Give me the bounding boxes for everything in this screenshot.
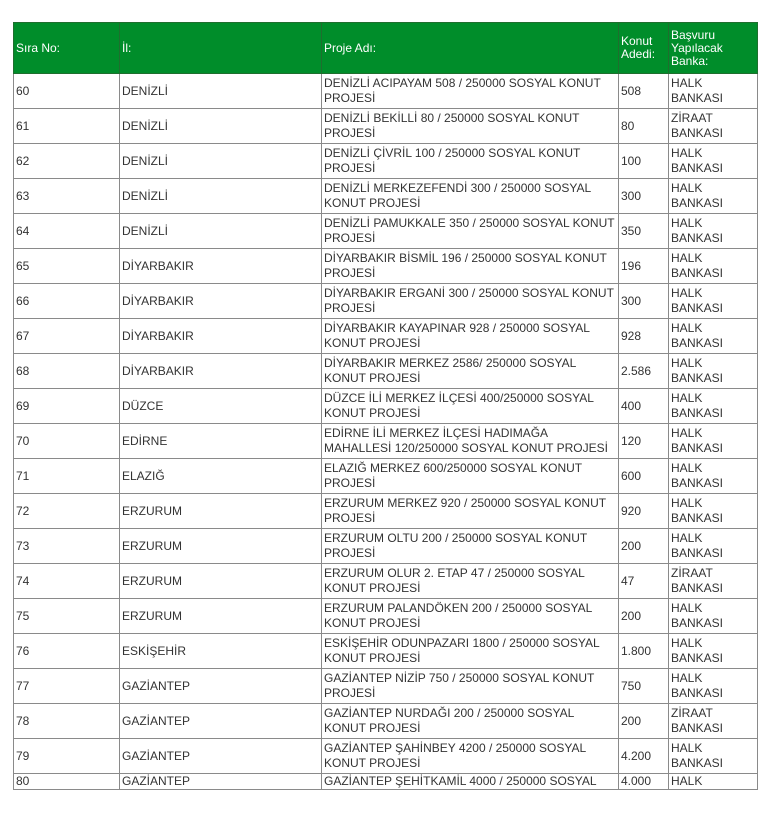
table-row: [14, 354, 758, 389]
cell-konut-adedi: 80: [619, 109, 669, 144]
table-row: [14, 249, 758, 284]
cell-il: ERZURUM: [120, 599, 322, 634]
cell-konut-adedi: 100: [619, 144, 669, 179]
cell-basvuru-banka: HALK BANKASI: [669, 669, 758, 704]
table-row: [14, 599, 758, 634]
cell-basvuru-banka: [669, 774, 758, 790]
cell-basvuru-banka: HALK BANKASI: [669, 634, 758, 669]
cell-sira-no: 75: [14, 599, 120, 634]
cell-sira-no: 71: [14, 459, 120, 494]
cell-proje-adi: DENİZLİ MERKEZEFENDİ 300 / 250000 SOSYAL KONUT PROJESİ: [322, 179, 619, 214]
cell-basvuru-banka: HALK BANKASI: [669, 599, 758, 634]
cell-proje-adi: DENİZLİ ACIPAYAM 508 / 250000 SOSYAL KONUT PROJESİ: [322, 74, 619, 109]
cell-konut-adedi-text: 4.000: [621, 774, 652, 788]
cell-proje-adi: DİYARBAKIR BİSMİL 196 / 250000 SOSYAL KONUT PROJESİ: [322, 249, 619, 284]
cell-il: DİYARBAKIR: [120, 284, 322, 319]
table-row: [14, 564, 758, 599]
cell-sira-no: 66: [14, 284, 120, 319]
cell-konut-adedi: 928: [619, 319, 669, 354]
cell-basvuru-banka: HALK BANKASI: [669, 319, 758, 354]
cell-basvuru-banka: HALK BANKASI: [669, 529, 758, 564]
cell-il-text: GAZİANTEP: [122, 774, 191, 788]
table-row: [14, 634, 758, 669]
cell-proje-adi: GAZİANTEP NURDAĞI 200 / 250000 SOSYAL KONUT PROJESİ: [322, 704, 619, 739]
cell-il: DİYARBAKIR: [120, 249, 322, 284]
cell-il: ERZURUM: [120, 529, 322, 564]
cell-proje-adi: ESKİŞEHİR ODUNPAZARI 1800 / 250000 SOSYAL KONUT PROJESİ: [322, 634, 619, 669]
cell-proje-adi: ERZURUM OLUR 2. ETAP 47 / 250000 SOSYAL KONUT PROJESİ: [322, 564, 619, 599]
cell-basvuru-banka: ZİRAAT BANKASI: [669, 109, 758, 144]
cell-sira-no: [14, 774, 120, 790]
table-row: [14, 109, 758, 144]
cell-basvuru-banka: HALK BANKASI: [669, 389, 758, 424]
cell-proje-adi: DİYARBAKIR KAYAPINAR 928 / 250000 SOSYAL KONUT PROJESİ: [322, 319, 619, 354]
cell-sira-no: 67: [14, 319, 120, 354]
cell-proje-adi: EDİRNE İLİ MERKEZ İLÇESİ HADIMAĞA MAHALLESİ 120/250000 SOSYAL KONUT PROJESİ: [322, 424, 619, 459]
cell-sira-no: 68: [14, 354, 120, 389]
cell-konut-adedi: 400: [619, 389, 669, 424]
cell-proje-adi: [322, 774, 619, 790]
table-row: [14, 739, 758, 774]
header-konut-adedi: Konut Adedi:: [619, 23, 669, 74]
cell-il: DENİZLİ: [120, 144, 322, 179]
cell-konut-adedi: 120: [619, 424, 669, 459]
cell-proje-adi: GAZİANTEP NİZİP 750 / 250000 SOSYAL KONUT PROJESİ: [322, 669, 619, 704]
cell-proje-adi: ERZURUM MERKEZ 920 / 250000 SOSYAL KONUT PROJESİ: [322, 494, 619, 529]
header-basvuru-banka: Başvuru Yapılacak Banka:: [669, 23, 758, 74]
table-header-row: [14, 23, 758, 74]
cell-il: DİYARBAKIR: [120, 354, 322, 389]
cell-konut-adedi: 196: [619, 249, 669, 284]
cell-sira-no-text: 80: [16, 774, 30, 788]
cell-konut-adedi: 200: [619, 529, 669, 564]
cell-il: EDİRNE: [120, 424, 322, 459]
cell-basvuru-banka: HALK BANKASI: [669, 74, 758, 109]
cell-sira-no: 77: [14, 669, 120, 704]
cell-basvuru-banka: ZİRAAT BANKASI: [669, 564, 758, 599]
cell-proje-adi: DENİZLİ BEKİLLİ 80 / 250000 SOSYAL KONUT PROJESİ: [322, 109, 619, 144]
cell-proje-adi: DİYARBAKIR MERKEZ 2586/ 250000 SOSYAL KONUT PROJESİ: [322, 354, 619, 389]
cell-konut-adedi: 300: [619, 284, 669, 319]
cell-il: DENİZLİ: [120, 109, 322, 144]
cell-sira-no: 61: [14, 109, 120, 144]
cell-sira-no: 70: [14, 424, 120, 459]
cell-proje-adi: ELAZIĞ MERKEZ 600/250000 SOSYAL KONUT PROJESİ: [322, 459, 619, 494]
cell-sira-no: 64: [14, 214, 120, 249]
table-row: [14, 284, 758, 319]
header-proje-adi: Proje Adı:: [322, 23, 619, 74]
cell-basvuru-banka: HALK BANKASI: [669, 284, 758, 319]
cell-sira-no: 69: [14, 389, 120, 424]
cell-sira-no: 65: [14, 249, 120, 284]
cell-sira-no: 60: [14, 74, 120, 109]
cell-basvuru-banka: HALK BANKASI: [669, 494, 758, 529]
cell-basvuru-banka: ZİRAAT BANKASI: [669, 704, 758, 739]
cell-il: ERZURUM: [120, 494, 322, 529]
cell-konut-adedi: 47: [619, 564, 669, 599]
cell-il: DİYARBAKIR: [120, 319, 322, 354]
cell-il: ELAZIĞ: [120, 459, 322, 494]
table-row: [14, 424, 758, 459]
cell-konut-adedi: 2.586: [619, 354, 669, 389]
cell-il: GAZİANTEP: [120, 704, 322, 739]
cell-konut-adedi: 350: [619, 214, 669, 249]
cell-il: GAZİANTEP: [120, 669, 322, 704]
cell-sira-no: 74: [14, 564, 120, 599]
cell-proje-adi: DİYARBAKIR ERGANİ 300 / 250000 SOSYAL KONUT PROJESİ: [322, 284, 619, 319]
table-row: [14, 214, 758, 249]
cell-il: DÜZCE: [120, 389, 322, 424]
table-row: [14, 179, 758, 214]
cell-proje-adi: DENİZLİ ÇİVRİL 100 / 250000 SOSYAL KONUT PROJESİ: [322, 144, 619, 179]
cell-basvuru-banka: HALK BANKASI: [669, 354, 758, 389]
cell-konut-adedi: 200: [619, 704, 669, 739]
cell-konut-adedi: 300: [619, 179, 669, 214]
table-row: [14, 494, 758, 529]
cell-sira-no: 73: [14, 529, 120, 564]
cell-il: DENİZLİ: [120, 214, 322, 249]
cell-konut-adedi: 750: [619, 669, 669, 704]
cell-konut-adedi: [619, 774, 669, 790]
cell-basvuru-banka: HALK BANKASI: [669, 179, 758, 214]
cell-il: ESKİŞEHİR: [120, 634, 322, 669]
table-row: [14, 319, 758, 354]
header-sira-no: Sıra No:: [14, 23, 120, 74]
cell-basvuru-banka: HALK BANKASI: [669, 144, 758, 179]
cell-sira-no: 63: [14, 179, 120, 214]
cell-proje-adi: DENİZLİ PAMUKKALE 350 / 250000 SOSYAL KONUT PROJESİ: [322, 214, 619, 249]
cell-proje-adi-text: GAZİANTEP ŞEHİTKAMİL 4000 / 250000 SOSYAL: [324, 774, 597, 788]
housing-projects-table: [13, 22, 758, 790]
cell-konut-adedi: 1.800: [619, 634, 669, 669]
cell-sira-no: 79: [14, 739, 120, 774]
cell-basvuru-banka: HALK BANKASI: [669, 424, 758, 459]
cell-proje-adi: GAZİANTEP ŞAHİNBEY 4200 / 250000 SOSYAL KONUT PROJESİ: [322, 739, 619, 774]
cell-konut-adedi: 200: [619, 599, 669, 634]
cell-il: DENİZLİ: [120, 179, 322, 214]
cell-il: ERZURUM: [120, 564, 322, 599]
table-row: [14, 529, 758, 564]
cell-sira-no: 72: [14, 494, 120, 529]
cell-konut-adedi: 920: [619, 494, 669, 529]
table-row: [14, 774, 758, 790]
cell-il: [120, 774, 322, 790]
cell-sira-no: 78: [14, 704, 120, 739]
cell-il: DENİZLİ: [120, 74, 322, 109]
cell-basvuru-banka-text: HALK: [671, 774, 703, 788]
table-row: [14, 389, 758, 424]
cell-sira-no: 76: [14, 634, 120, 669]
cell-basvuru-banka: HALK BANKASI: [669, 214, 758, 249]
cell-proje-adi: ERZURUM PALANDÖKEN 200 / 250000 SOSYAL KONUT PROJESİ: [322, 599, 619, 634]
cell-konut-adedi: 4.200: [619, 739, 669, 774]
cell-proje-adi: ERZURUM OLTU 200 / 250000 SOSYAL KONUT PROJESİ: [322, 529, 619, 564]
table-row: [14, 74, 758, 109]
cell-basvuru-banka: HALK BANKASI: [669, 459, 758, 494]
table-row: [14, 704, 758, 739]
table-body: [14, 74, 758, 790]
table-row: [14, 459, 758, 494]
cell-basvuru-banka: HALK BANKASI: [669, 739, 758, 774]
cell-sira-no: 62: [14, 144, 120, 179]
cell-konut-adedi: 600: [619, 459, 669, 494]
cell-konut-adedi: 508: [619, 74, 669, 109]
cell-il: GAZİANTEP: [120, 739, 322, 774]
table-row: [14, 144, 758, 179]
header-il: İl:: [120, 23, 322, 74]
cell-basvuru-banka: HALK BANKASI: [669, 249, 758, 284]
table-row: [14, 669, 758, 704]
cell-proje-adi: DÜZCE İLİ MERKEZ İLÇESİ 400/250000 SOSYAL KONUT PROJESİ: [322, 389, 619, 424]
